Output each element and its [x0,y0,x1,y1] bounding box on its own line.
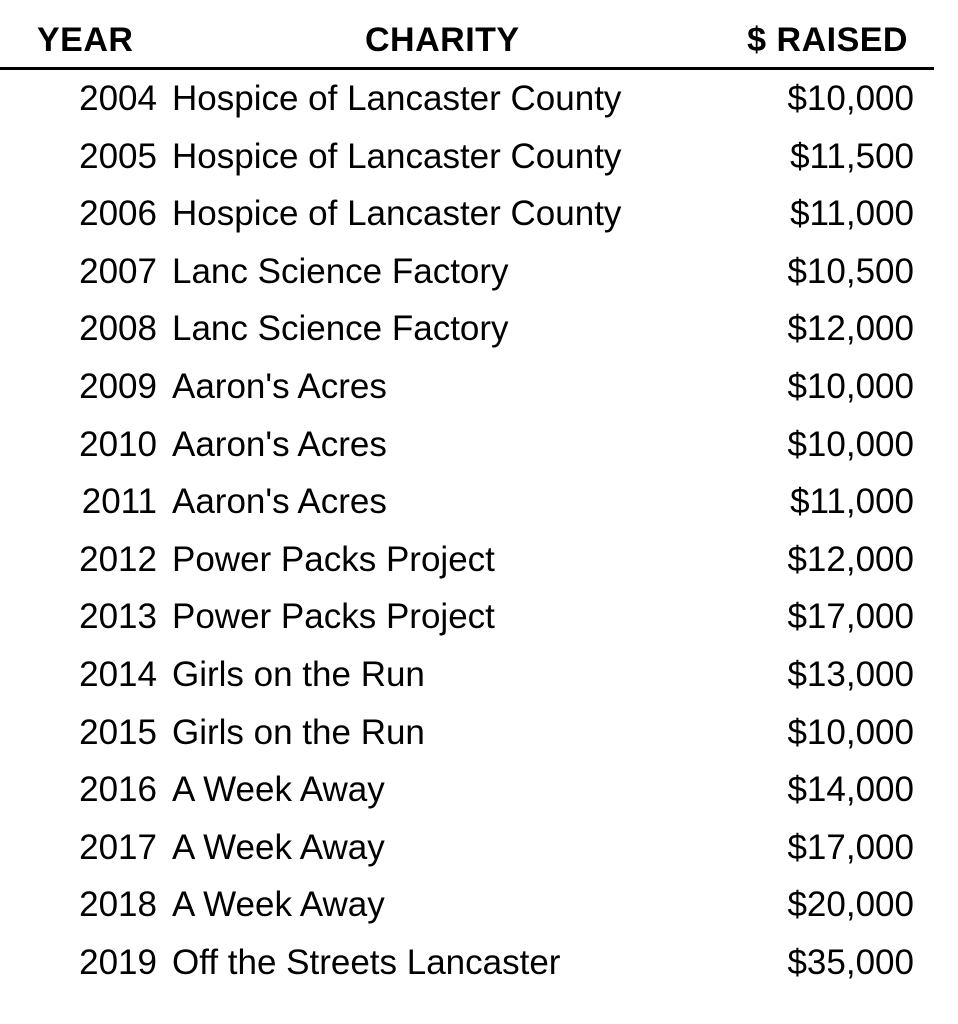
table-row [0,418,958,476]
cell-charity: Aaron's Acres [172,424,387,464]
table-row [0,590,958,648]
cell-charity: Off the Streets Lancaster [172,942,561,982]
table-row [0,706,958,764]
cell-year: 2013 [79,597,157,637]
cell-year: 2012 [79,539,157,579]
cell-year: 2016 [79,770,157,810]
header-year: YEAR [37,21,134,59]
table-body [0,72,958,994]
cell-charity: Hospice of Lancaster County [172,136,622,176]
cell-charity: Aaron's Acres [172,366,387,406]
cell-charity: Aaron's Acres [172,482,387,522]
cell-charity: Power Packs Project [172,597,495,637]
cell-year: 2010 [79,424,157,464]
cell-year: 2011 [81,482,157,522]
cell-year: 2018 [79,885,157,925]
cell-charity: Hospice of Lancaster County [172,79,622,118]
header-charity: CHARITY [365,21,520,59]
table-row [0,475,958,533]
table-row [0,648,958,706]
table-row [0,878,958,936]
cell-charity: A Week Away [172,827,385,867]
cell-raised: $14,000 [787,770,914,810]
cell-raised: $11,500 [790,136,914,176]
cell-year: 2007 [79,251,157,291]
cell-year: 2008 [79,309,157,349]
table-row [0,245,958,303]
cell-raised: $10,500 [787,251,914,291]
cell-raised: $20,000 [787,885,914,925]
table-row [0,936,958,994]
cell-charity: A Week Away [172,770,385,810]
cell-charity: A Week Away [172,885,385,925]
header-rule [0,67,934,70]
cell-year: 2006 [79,194,157,234]
table-header [0,0,958,68]
cell-raised: $35,000 [787,942,914,982]
cell-year: 2004 [79,79,157,118]
cell-year: 2014 [79,654,157,694]
cell-raised: $10,000 [787,366,914,406]
table-row [0,72,958,130]
cell-year: 2009 [79,366,157,406]
cell-raised: $17,000 [787,827,914,867]
cell-raised: $10,000 [787,712,914,752]
table-row [0,533,958,591]
cell-year: 2017 [79,827,157,867]
table-row [0,821,958,879]
cell-charity: Girls on the Run [172,712,425,752]
cell-raised: $12,000 [787,539,914,579]
cell-raised: $13,000 [787,654,914,694]
cell-charity: Lanc Science Factory [172,251,509,291]
header-raised: $ RAISED [747,21,908,59]
table-row [0,763,958,821]
table-row [0,187,958,245]
cell-year: 2019 [79,942,157,982]
cell-raised: $17,000 [787,597,914,637]
cell-raised: $10,000 [787,424,914,464]
table-row [0,302,958,360]
cell-raised: $12,000 [787,309,914,349]
cell-raised: $10,000 [787,79,914,118]
cell-charity: Hospice of Lancaster County [172,194,622,234]
table-row [0,360,958,418]
table-row [0,130,958,188]
cell-raised: $11,000 [790,482,914,522]
cell-charity: Lanc Science Factory [172,309,509,349]
cell-charity: Power Packs Project [172,539,495,579]
cell-year: 2015 [79,712,157,752]
cell-year: 2005 [79,136,157,176]
cell-raised: $11,000 [790,194,914,234]
cell-charity: Girls on the Run [172,654,425,694]
